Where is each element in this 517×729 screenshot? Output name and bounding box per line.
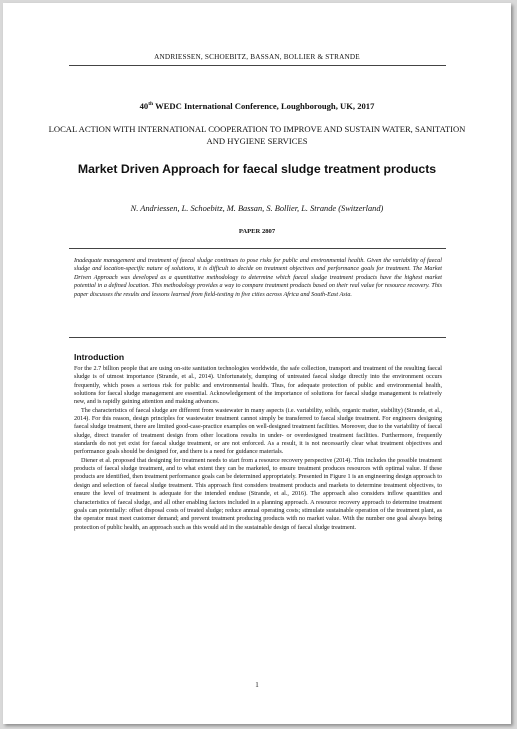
- running-header: ANDRIESSEN, SCHOEBITZ, BASSAN, BOLLIER & STRANDE: [154, 53, 360, 61]
- body-text: [74, 365, 442, 532]
- abstract: Inadequate management and treatment of faecal sludge continues to pose risks for public and environmental health. Given the variability of faecal sludge and location-specific nature of solutions, it is difficult to decide on treatment objectives and performance goals for treatment. The Market Driven Approach was developed as a quantitative methodology to determine which faecal sludge treatment products have the highest market potential in a defined location. This methodology provides a way to compare treatment products based on their real value for resource recovery. This paper discusses the results and lessons learned from field-testing in five cities across Africa and South-East Asia.: [74, 258, 442, 298]
- section-heading: Introduction: [74, 352, 125, 362]
- conference-ordinal: th: [148, 101, 154, 108]
- abstract-bottom-rule: [69, 337, 446, 338]
- document-page: [3, 3, 511, 724]
- paper-title: Market Driven Approach for faecal sludge treatment products: [77, 162, 437, 176]
- header-rule: [69, 65, 446, 66]
- paper-number: PAPER 2807: [238, 228, 276, 235]
- author-list: N. Andriessen, L. Schoebitz, M. Bassan, S. Bollier, L. Strande (Switzerland): [130, 204, 384, 213]
- paragraph: The characteristics of faecal sludge are different from wastewater in many aspects (i.e. variability, solids, organic matter, stability) (Strande, et al., 2014). For this reason, design principles for wastewater treatment cannot simply be transferred to faecal sludge treatment. For engineers designing faecal sludge treatment, there are limited good-case-practice examples on well-designed treatment facilities. Moreover, due to the variability of faecal sludge, direct transfer of treatment design from other locations results in under- or overdesigned treatment facilities. Furthermore, frequently standards do not yet exist for faecal sludge treatment, or are not enforced. As a result, it is not necessarily clear what treatment objectives and performance goals should be designed for, and there is a need for guidance materials.: [74, 407, 442, 456]
- conference-line: [3, 101, 511, 111]
- abstract-top-rule: [69, 248, 446, 249]
- conference-name: WEDC International Conference, Loughborough, UK, 2017: [153, 101, 375, 111]
- conference-number: 40: [139, 101, 149, 111]
- paragraph: For the 2.7 billion people that are using on-site sanitation technologies worldwide, the safe collection, transport and treatment of the resulting faecal sludge is of utmost importance (Strande, et al., 2014). Unfortunately, dumping of untreated faecal sludge directly into the environment occurs frequently, which poses a serious risk for public and environmental health. Thus, for adequate protection of public and environmental health, solutions for faecal sludge management are essential. Acknowledgement of the importance of solutions for faecal sludge management is relatively new, and is rapidly gaining attention and making advances.: [74, 366, 442, 406]
- paragraph: Diener et al. proposed that designing for treatment needs to start from a resource recovery perspective (2014). This includes the possible treatment products of faecal sludge treatment, and to what extent they can be marketed, to ensure treatment produces resources with optimal value. If these products are identified, then treatment performance goals can be determined appropriately. Presented in Figure 1 is an engineering design approach to design and selection of faecal sludge treatment. This approach first considers treatment products and markets to determine treatment objectives, to ensure the level of treatment is adequate for the intended enduse (Strande, et al., 2016). The approach also considers inflow quantities and characteristics of faecal sludge, and all other enabling factors included in a planning approach. A resource recovery approach to determine treatment goals can potentially: offset disposal costs of treated sludge; reduce annual operating costs; stimulate sustainable operation of the treatment plant, as the operator must meet customer demand; and prevent treatment producing products with no market value. With the number one goal always being protection of public health, an approach such as this would aid in the sustainable design of faecal sludge treatment.: [74, 457, 442, 531]
- page-number: 1: [255, 681, 259, 689]
- conference-theme: LOCAL ACTION WITH INTERNATIONAL COOPERATION TO IMPROVE AND SUSTAIN WATER, SANITATION AND HYGIENE SERVICES: [48, 124, 466, 146]
